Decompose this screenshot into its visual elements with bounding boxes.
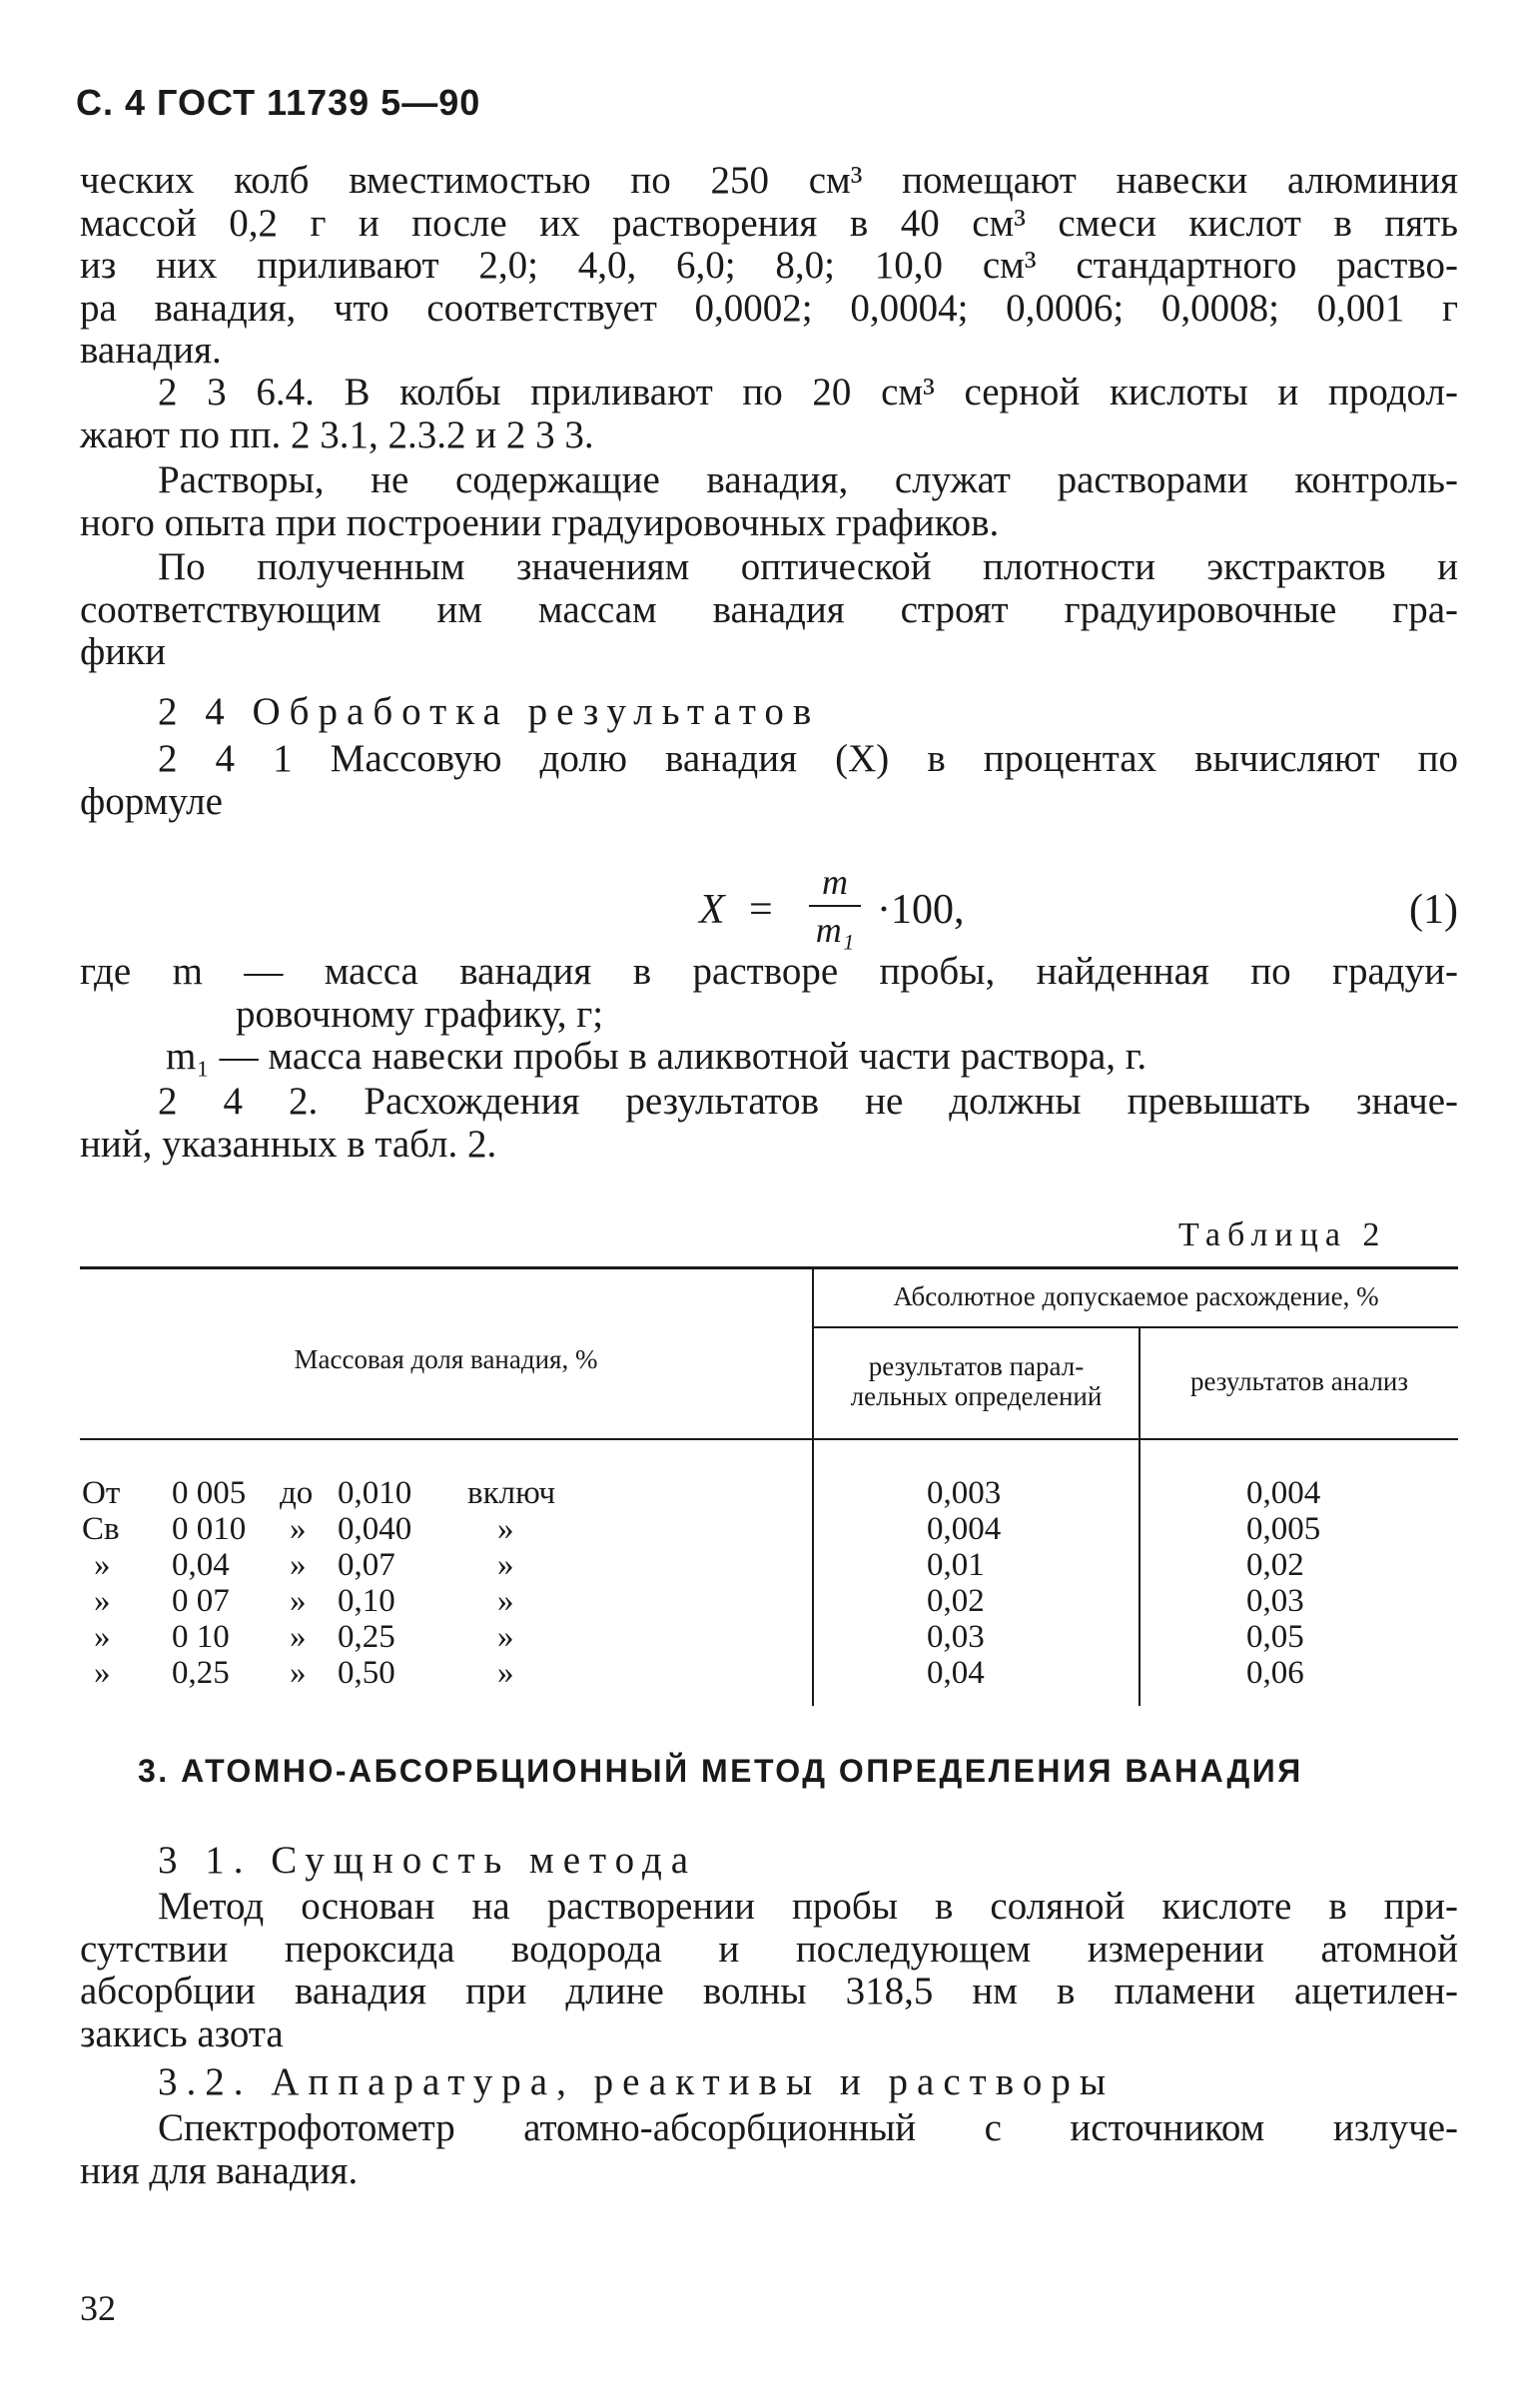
text-line: формуле	[80, 779, 223, 823]
subsection-3-2	[80, 2061, 1458, 2104]
paragraph-continuation	[80, 160, 1458, 373]
cell-prefix: »	[94, 1547, 111, 1583]
table-col-divider	[812, 1266, 814, 1706]
cell-to: 0,07	[338, 1547, 395, 1583]
table-2	[80, 1266, 1458, 1706]
text-line: ванадия.	[80, 329, 222, 372]
cell-prefix: »	[94, 1619, 111, 1655]
table-header-group: Абсолютное допускаемое расхождение, %	[893, 1281, 1379, 1311]
cell-from: 0 010	[172, 1511, 247, 1547]
text-line: 2 4 1 Массовую долю ванадия (X) в процентах вычисляют по	[158, 737, 1458, 780]
cell-parallel: 0,04	[927, 1655, 985, 1691]
cell-prefix: От	[82, 1475, 121, 1511]
paragraph-blank-solutions	[80, 459, 1458, 544]
text-line: Спектрофотометр атомно-абсорбционный с источником излуче-	[158, 2106, 1458, 2149]
section-3-heading: 3. АТОМНО-АБСОРБЦИОННЫЙ МЕТОД ОПРЕДЕЛЕНИЯ ВАНАДИЯ	[138, 1753, 1303, 1789]
cell-analysis: 0,03	[1246, 1583, 1304, 1619]
cell-mid: »	[290, 1619, 307, 1655]
subsection-title: 3 1. Сущность метода	[158, 1839, 698, 1882]
table-caption: Таблица 2	[1178, 1216, 1387, 1253]
cell-to: 0,040	[338, 1511, 412, 1547]
header-line: результатов парал-	[868, 1351, 1085, 1381]
formula-block	[80, 861, 1458, 961]
text-line: ния для ванадия.	[80, 2148, 359, 2192]
page-header: С. 4 ГОСТ 11739 5—90	[76, 82, 481, 123]
table-group-rule	[814, 1326, 1458, 1328]
cell-analysis: 0,06	[1246, 1655, 1304, 1691]
subsection-title: 3.2. Аппаратура, реактивы и растворы	[158, 2060, 1116, 2103]
text-line: сутствии пероксида водорода и последующем измерении атомной	[80, 1927, 1458, 1971]
text-line: жают по пп. 2 3.1, 2.3.2 и 2 3 3.	[80, 412, 594, 456]
paragraph-32	[80, 2107, 1458, 2192]
cell-to: 0,010	[338, 1475, 412, 1511]
text-line: 2 4 2. Расхождения результатов не должны превышать значе-	[158, 1080, 1458, 1123]
text-line: Метод основан на растворении пробы в соляной кислоте в при-	[158, 1885, 1458, 1928]
formula-equals: =	[749, 887, 773, 933]
cell-suffix: »	[497, 1511, 514, 1547]
text-line: ческих колб вместимостью по 250 см³ помещают навески алюминия	[80, 159, 1458, 202]
text-line: соответствующим им массам ванадия строят градуировочные гра-	[80, 587, 1458, 631]
subsection-3-1	[80, 1840, 1458, 1883]
equation-number: (1)	[1409, 887, 1458, 933]
text-line: ровочному графику, г;	[236, 992, 604, 1036]
formula-legend	[80, 951, 1458, 1079]
cell-analysis: 0,004	[1246, 1475, 1321, 1511]
cell-from: 0,04	[172, 1547, 230, 1583]
table-header-mass-fraction: Массовая доля ванадия, %	[294, 1344, 598, 1374]
table-top-rule	[80, 1266, 1458, 1269]
header-line: лельных определений	[850, 1381, 1103, 1411]
cell-analysis: 0,05	[1246, 1619, 1304, 1655]
cell-parallel: 0,003	[927, 1475, 1002, 1511]
cell-suffix: »	[497, 1619, 514, 1655]
fraction-bar	[809, 905, 861, 907]
paragraph-242	[80, 1081, 1458, 1166]
cell-mid: »	[290, 1655, 307, 1691]
cell-to: 0,50	[338, 1655, 395, 1691]
cell-suffix: включ	[467, 1475, 556, 1511]
fraction-numerator: m	[822, 862, 848, 902]
cell-mid: »	[290, 1547, 307, 1583]
formula-lhs: X	[699, 887, 725, 933]
text-line: где m — масса ванадия в растворе пробы, найденная по градуи-	[80, 950, 1458, 993]
paragraph-241	[80, 738, 1458, 823]
cell-mid: »	[290, 1583, 307, 1619]
cell-parallel: 0,01	[927, 1547, 985, 1583]
cell-from: 0,25	[172, 1655, 230, 1691]
page-number: 32	[80, 2288, 116, 2328]
cell-parallel: 0,004	[927, 1511, 1002, 1547]
formula-fraction	[809, 861, 861, 951]
cell-suffix: »	[497, 1547, 514, 1583]
paragraph-31	[80, 1886, 1458, 2055]
text-line: По полученным значениям оптической плотности экстрактов и	[158, 545, 1458, 588]
text-line: абсорбции ванадия при длине волны 318,5 нм в пламени ацетилен-	[80, 1970, 1458, 2012]
cell-prefix: Св	[82, 1511, 120, 1547]
cell-suffix: »	[497, 1583, 514, 1619]
cell-to: 0,10	[338, 1583, 395, 1619]
cell-prefix: »	[94, 1655, 111, 1691]
cell-parallel: 0,02	[927, 1583, 985, 1619]
cell-to: 0,25	[338, 1619, 395, 1655]
formula	[699, 861, 1059, 961]
text-line: Растворы, не содержащие ванадия, служат растворами контроль-	[158, 458, 1458, 501]
text-line: 2 3 6.4. В колбы приливают по 20 см³ серной кислоты и продол-	[158, 371, 1458, 413]
cell-analysis: 0,02	[1246, 1547, 1304, 1583]
cell-mid: »	[290, 1511, 307, 1547]
table-header-rule	[80, 1438, 1458, 1440]
text-line: ний, указанных в табл. 2.	[80, 1122, 497, 1166]
cell-parallel: 0,03	[927, 1619, 985, 1655]
table-header-parallel	[814, 1351, 1139, 1411]
subsection-title: 2 4 Обработка результатов	[158, 690, 821, 733]
text-line: m₁ — масса навески пробы в аликвотной части раствора, г.	[166, 1035, 1147, 1078]
text-line: из них приливают 2,0; 4,0, 6,0; 8,0; 10,0 см³ стандартного раство-	[80, 244, 1458, 287]
subsection-2-4	[80, 691, 1458, 734]
cell-suffix: »	[497, 1655, 514, 1691]
cell-analysis: 0,005	[1246, 1511, 1321, 1547]
text-line: массой 0,2 г и после их растворения в 40 см³ смеси кислот в пять	[80, 201, 1458, 245]
text-line: закись азота	[80, 2011, 284, 2055]
cell-from: 0 07	[172, 1583, 230, 1619]
fraction-denominator: m₁	[815, 910, 855, 950]
formula-multiplier: ·100,	[877, 887, 965, 933]
table-header-analysis: результатов анализ	[1189, 1366, 1409, 1396]
text-line: ного опыта при построении градуировочных графиков.	[80, 500, 1000, 544]
cell-from: 0 10	[172, 1619, 230, 1655]
cell-from: 0 005	[172, 1475, 247, 1511]
cell-prefix: »	[94, 1583, 111, 1619]
paragraph-calibration	[80, 546, 1458, 674]
paragraph-2364	[80, 372, 1458, 456]
text-line: ра ванадия, что соответствует 0,0002; 0,0004; 0,0006; 0,0008; 0,001 г	[80, 286, 1458, 330]
text-line: фики	[80, 630, 166, 673]
cell-mid: до	[280, 1475, 314, 1511]
